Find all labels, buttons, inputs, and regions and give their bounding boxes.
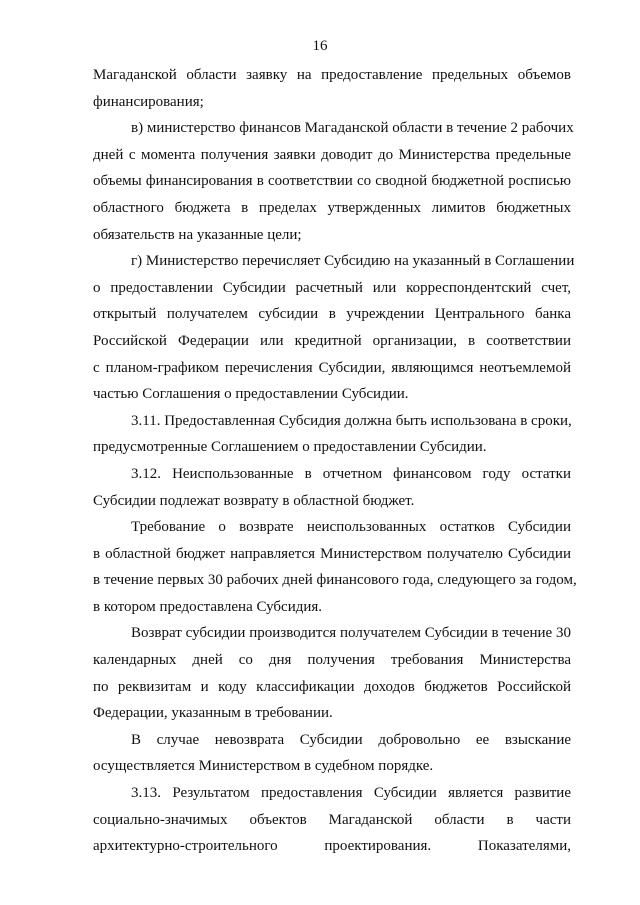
text-line: финансирования;	[93, 93, 204, 110]
text-line: объемы финансирования в соответствии со сводной бюджетной росписью	[93, 173, 571, 190]
text-line: 3.12. Неиспользованные в отчетном финансовом году остатки	[131, 465, 571, 482]
text-line: социально-значимых объектов Магаданской области в части	[93, 811, 571, 828]
text-line: Требование о возврате неиспользованных остатков Субсидии	[131, 519, 571, 536]
document-body	[93, 62, 577, 860]
text-line: Возврат субсидии производится получателем Субсидии в течение 30	[131, 625, 571, 642]
text-line: осуществляется Министерством в судебном порядке.	[93, 758, 434, 775]
page-number: 16	[312, 38, 328, 54]
text-line: 3.11. Предоставленная Субсидия должна быть использована в сроки,	[131, 412, 572, 429]
text-line: в) министерство финансов Магаданской области в течение 2 рабочих	[131, 120, 574, 137]
text-line: архитектурно-строительного проектирования. Показателями,	[93, 838, 571, 855]
text-line: обязательств на указанные цели;	[93, 226, 302, 243]
text-line: Федерации, указанным в требовании.	[93, 705, 333, 722]
text-line: о предоставлении Субсидии расчетный или корреспондентский счет,	[93, 279, 571, 296]
text-line: в котором предоставлена Субсидия.	[93, 598, 323, 615]
text-line: предусмотренные Соглашением о предоставлении Субсидии.	[93, 439, 487, 456]
text-line: открытый получателем субсидии в учреждении Центрального банка	[93, 306, 571, 323]
text-line: Субсидии подлежат возврату в областной бюджет.	[93, 492, 415, 509]
text-line: дней с момента получения заявки доводит до Министерства предельные	[93, 146, 571, 163]
text-line: областного бюджета в пределах утвержденных лимитов бюджетных	[93, 199, 571, 216]
text-line: г) Министерство перечисляет Субсидию на указанный в Соглашении	[131, 253, 575, 270]
text-line: по реквизитам и коду классификации доходов бюджетов Российской	[93, 678, 571, 695]
text-line: частью Соглашения о предоставлении Субсидии.	[93, 386, 409, 403]
text-line: В случае невозврата Субсидии добровольно ее взыскание	[131, 731, 571, 748]
text-line: календарных дней со дня получения требования Министерства	[93, 652, 571, 669]
text-line: Российской Федерации или кредитной организации, в соответствии	[93, 332, 571, 349]
text-line: с планом-графиком перечисления Субсидии, являющимся неотъемлемой	[93, 359, 571, 376]
text-line: 3.13. Результатом предоставления Субсидии является развитие	[131, 785, 571, 802]
text-line: в областной бюджет направляется Министерством получателю Субсидии	[93, 545, 571, 562]
text-line: в течение первых 30 рабочих дней финансового года, следующего за годом,	[93, 572, 577, 589]
text-line: Магаданской области заявку на предоставление предельных объемов	[93, 67, 571, 83]
